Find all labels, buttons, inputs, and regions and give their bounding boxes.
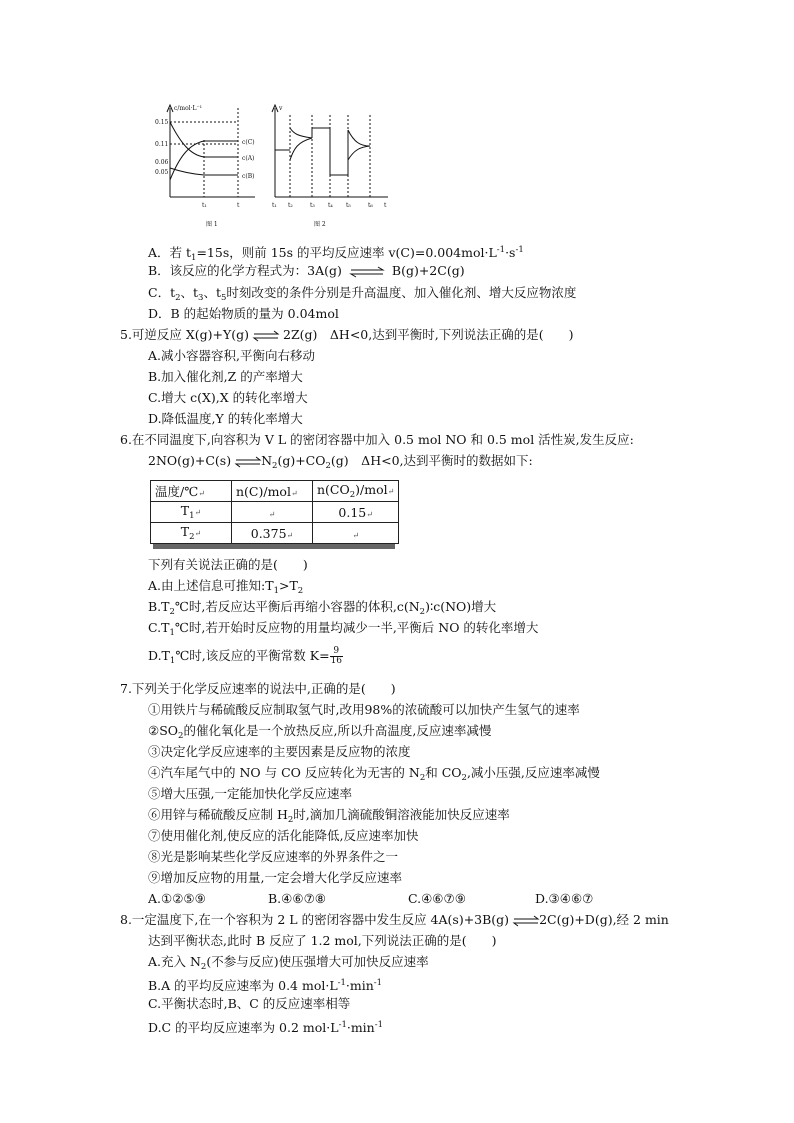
- fig1-label-c: c(C): [242, 139, 255, 146]
- q7-option-d: D.③④⑥⑦: [535, 891, 594, 906]
- q7-option-a: A.①②⑤⑨: [148, 891, 206, 906]
- q8-option-d: [148, 1016, 383, 1037]
- text: ·s: [505, 245, 516, 260]
- q7-item-3: ③决定化学反应速率的主要因素是反应物的浓度: [148, 744, 411, 759]
- text: B．该反应的化学方程式为：3A(g): [148, 263, 342, 278]
- q7-item-9: ⑨增加反应物的用量,一定会增大化学反应速率: [148, 870, 402, 885]
- text: 0.375: [250, 525, 287, 541]
- q7-item-4: [148, 764, 600, 787]
- text: D.C 的平均反应速率为 0.2 mol·L: [148, 1020, 339, 1035]
- subscript: 2: [200, 962, 207, 972]
- q7-item-7: ⑦使用催化剂,使反应的活化能降低,反应速率加快: [148, 828, 419, 843]
- text: ℃时,若开始时反应物的用量均减少一半,平衡后 NO 的转化率增大: [174, 620, 539, 635]
- table-header-nc: [232, 481, 313, 502]
- text: ④汽车尾气中的 NO 与 CO 反应转化为无害的 N: [148, 765, 420, 780]
- q6-option-c: [148, 619, 538, 642]
- subscript: 2: [297, 586, 304, 596]
- q8-option-b: [148, 974, 382, 995]
- subscript: 2: [461, 773, 467, 783]
- text: 和 CO: [425, 765, 462, 780]
- subscript: 2: [189, 532, 195, 542]
- text: n(C)/mol: [236, 483, 291, 499]
- table-cell: [151, 502, 232, 523]
- equilibrium-table: [150, 480, 399, 544]
- table-cell: [313, 523, 399, 544]
- q7-item-6: [148, 806, 510, 829]
- subscript: 3: [198, 293, 204, 303]
- fig2-xtick: t₄: [328, 202, 333, 209]
- q7-option-b: B.④⑥⑦⑧: [268, 891, 326, 906]
- superscript: -1: [337, 978, 346, 988]
- text: ↵: [366, 509, 373, 519]
- subscript: 2: [178, 731, 184, 741]
- text: 0.15: [338, 504, 367, 520]
- text: 8.一定温度下,在一个容积为 2 L 的密闭容器中发生反应 4A(s)+3B(g): [120, 912, 510, 927]
- fig2-xtick: t₅: [346, 202, 351, 209]
- text: ↵: [387, 487, 395, 496]
- superscript: -1: [515, 245, 524, 255]
- text: C.T: [148, 620, 170, 635]
- subscript: 2: [349, 490, 356, 500]
- fig1-ylabel: c/mol·L⁻¹: [174, 105, 203, 112]
- fig1-label-a: c(A): [242, 155, 255, 162]
- table-row: [151, 502, 399, 523]
- text: ↵: [352, 530, 360, 540]
- q4-option-d: D．B 的起始物质的量为 0.04mol: [148, 306, 339, 321]
- equilibrium-arrow-icon: [253, 331, 279, 341]
- q5-option-a: A.减小容器容积,平衡向右移动: [148, 348, 315, 363]
- text: ,减小压强,反应速率减慢: [466, 765, 600, 780]
- text: ·min: [346, 1020, 375, 1035]
- fig1-ytick: 0.06: [155, 159, 169, 166]
- text: B(g)+2C(g): [391, 263, 465, 278]
- subscript: 1: [169, 628, 175, 638]
- text: ℃时,若反应达平衡后再缩小容器的体积,c(N: [174, 599, 420, 614]
- text: (g)+CO: [277, 453, 326, 468]
- denominator: 16: [330, 656, 343, 666]
- fig2-v-reverse-2: [348, 146, 370, 160]
- text: ↵: [268, 509, 276, 519]
- q8-stem: [120, 911, 669, 929]
- text: 、t: [180, 285, 199, 300]
- q5-option-b: B.加入催化剂,Z 的产率增大: [148, 369, 303, 384]
- superscript: -1: [496, 245, 506, 255]
- q5-option-d: D.降低温度,Y 的转化率增大: [148, 411, 303, 426]
- subscript: 1: [191, 253, 197, 263]
- q5-option-c: C.增大 c(X),X 的转化率增大: [148, 390, 308, 405]
- q8-stem-line-2: 达到平衡状态,此时 B 反应了 1.2 mol,下列说法正确的是( ): [148, 933, 497, 948]
- q6-option-d: [148, 647, 343, 670]
- text: A．若 t: [148, 245, 192, 260]
- fig2-xtick: t₂: [288, 202, 293, 209]
- text: ②SO: [148, 723, 179, 738]
- text: >T: [278, 578, 298, 593]
- text: D.T: [148, 648, 170, 663]
- fig1-caption: 图 1: [206, 221, 218, 228]
- text: )∶c(NO)增大: [425, 599, 497, 614]
- equilibrium-arrow-icon: [349, 267, 385, 277]
- equilibrium-arrow-icon: [513, 916, 539, 926]
- subscript: 2: [419, 773, 426, 783]
- text: ⑥用锌与稀硫酸反应制 H: [148, 807, 288, 822]
- text: 时,滴加几滴硫酸铜溶液能加快反应速率: [293, 807, 510, 822]
- q6-stem: 6.在不同温度下,向容积为 V L 的密闭容器中加入 0.5 mol NO 和 0.5 mol 活性炭,发生反应:: [120, 432, 634, 447]
- text: 、t: [203, 285, 221, 300]
- fig2-v-forward-2: [348, 130, 370, 146]
- q6-option-a: [148, 577, 303, 600]
- text: B.A 的平均反应速率为 0.4 mol·L: [148, 978, 338, 993]
- text: ℃时,该反应的平衡常数 K=: [175, 648, 330, 663]
- text: ↵: [194, 529, 202, 538]
- text: ↵: [194, 508, 202, 517]
- table-header-temperature: [151, 481, 232, 502]
- numerator: 9: [330, 647, 343, 657]
- fig1-xtick: t₁: [202, 202, 207, 209]
- text: C．t: [148, 285, 176, 300]
- fig2-caption: 图 2: [314, 221, 326, 228]
- q8-option-c: C.平衡状态时,B、C 的反应速率相等: [148, 996, 351, 1011]
- superscript: -1: [373, 978, 383, 988]
- q7-option-c: C.④⑥⑦⑨: [408, 891, 466, 906]
- equilibrium-arrow-icon: [235, 457, 261, 467]
- subscript: 5: [221, 293, 227, 303]
- q7-item-8: ⑧光是影响某些化学反应速率的外界条件之一: [148, 849, 399, 864]
- subscript: 2: [169, 607, 175, 617]
- text: T: [180, 503, 190, 518]
- fig2-v-forward-1: [290, 128, 312, 138]
- subscript: 1: [189, 511, 195, 521]
- text: 的催化氧化是一个放热反应,所以升高温度,反应速率减慢: [183, 723, 492, 738]
- table-cell: [232, 502, 313, 523]
- subscript: 2: [419, 607, 426, 617]
- table-header-nco2: [313, 481, 399, 502]
- fig2-xtick: t: [384, 202, 387, 209]
- q8-option-a: [148, 953, 429, 976]
- q5-stem: [120, 326, 573, 344]
- text: (不参与反应)使压强增大可加快反应速率: [206, 954, 429, 969]
- subscript: 2: [325, 461, 331, 471]
- subscript: 1: [169, 656, 176, 666]
- fig1-xtick: t: [237, 202, 240, 209]
- fig1-ytick: 0.05: [155, 169, 169, 176]
- fig1-ytick: 0.15: [155, 119, 169, 126]
- q6-option-b: [148, 598, 496, 621]
- text: ↵: [286, 530, 294, 540]
- text: N: [261, 453, 273, 468]
- fig2-ylabel: v: [279, 105, 283, 112]
- subscript: 2: [175, 293, 181, 303]
- q7-item-2: [148, 722, 491, 745]
- subscript: 2: [272, 461, 278, 471]
- q7-item-5: ⑤增大压强,一定能加快化学反应速率: [148, 786, 352, 801]
- text: 时刻改变的条件分别是升高温度、加入催化剂、增大反应物浓度: [226, 285, 577, 300]
- figure-2: [272, 105, 388, 197]
- text: )/mol: [355, 482, 388, 497]
- table-cell: [151, 523, 232, 544]
- q6-equation: [148, 452, 533, 475]
- table-cell: [313, 502, 399, 523]
- fig1-label-b: c(B): [242, 173, 255, 180]
- text: B.T: [148, 599, 170, 614]
- fig2-xtick: t₆: [368, 202, 373, 209]
- superscript: -1: [374, 1020, 384, 1030]
- q4-option-c: [148, 284, 576, 307]
- fig2-v-reverse-1: [290, 138, 312, 160]
- text: (g) ΔH<0,达到平衡时的数据如下:: [330, 453, 533, 468]
- text: T: [180, 524, 190, 539]
- fig1-curve-a: [170, 122, 238, 157]
- text: A.充入 N: [148, 954, 201, 969]
- text: 2C(g)+D(g),经 2 min: [539, 912, 669, 927]
- q7-item-1: ①用铁片与稀硫酸反应制取氢气时,改用98%的浓硫酸可以加快产生氢气的速率: [148, 702, 580, 717]
- fig1-ytick: 0.11: [155, 141, 169, 148]
- reaction-figures: [155, 100, 400, 235]
- table-cell: [232, 523, 313, 544]
- q7-stem: 7.下列关于化学反应速率的说法中,正确的是( ): [120, 681, 396, 696]
- fraction: [330, 647, 343, 666]
- table-row: [151, 481, 399, 502]
- superscript: -1: [338, 1020, 347, 1030]
- figure-1: [167, 105, 255, 197]
- text: 2NO(g)+C(s): [148, 453, 232, 468]
- text: 2Z(g) ΔH<0,达到平衡时,下列说法正确的是( ): [283, 327, 574, 342]
- fig2-xtick: t₁: [272, 202, 277, 209]
- text: ↵: [290, 488, 298, 498]
- text: n(CO: [317, 482, 350, 497]
- text: =15s，则前 15s 的平均反应速率 v(C)=0.004mol·L: [196, 245, 497, 260]
- subscript: 2: [287, 815, 294, 825]
- text: 5.可逆反应 X(g)+Y(g): [120, 327, 250, 342]
- text: A.由上述信息可推知:T: [148, 578, 274, 593]
- q6-ask: 下列有关说法正确的是( ): [148, 557, 308, 572]
- fig2-xtick: t₃: [310, 202, 315, 209]
- subscript: 1: [273, 586, 279, 596]
- text: ↵: [198, 489, 205, 498]
- text: 温度/℃: [155, 484, 199, 499]
- text: ·min: [345, 978, 374, 993]
- q4-option-b: [148, 262, 465, 280]
- table-row: [151, 523, 399, 544]
